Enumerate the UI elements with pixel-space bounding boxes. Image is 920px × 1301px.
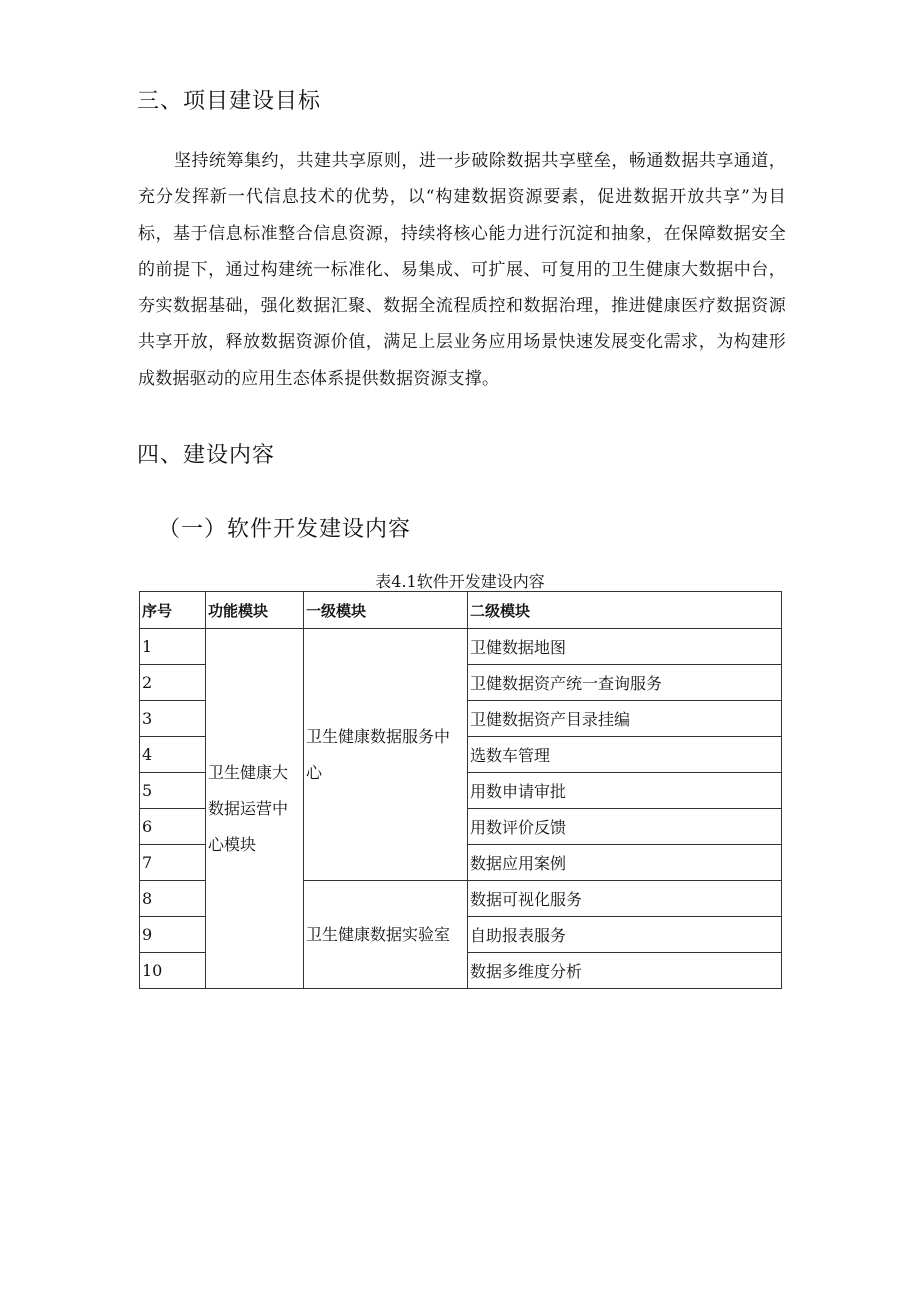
project-goal-paragraph: 坚持统筹集约，共建共享原则，进一步破除数据共享壁垒，畅通数据共享通道，充分发挥新一代信息技术的优势，以“构建数据资源要素，促进数据开放共享”为目标，基于信息标准整合信息资源，持续将核心能力进行沉淀和抽象，在保障数据安全的前提下，通过构建统一标准化、易集成、可扩展、可复用的卫生健康大数据中台，夯实数据基础，强化数据汇聚、数据全流程质控和数据治理，推进健康医疗数据资源共享开放，释放数据资源价值，满足上层业务应用场景快速发展变化需求，为构建形成数据驱动的应用生态体系提供数据资源支撑。 <box>138 151 786 389</box>
level2-cell: 用数评价反馈 <box>468 809 782 845</box>
row-number: 2 <box>140 665 206 701</box>
row-number: 1 <box>140 629 206 665</box>
row-number: 7 <box>140 845 206 881</box>
level2-cell: 选数车管理 <box>468 737 782 773</box>
level2-cell: 卫健数据资产统一查询服务 <box>468 665 782 701</box>
table-header-row <box>140 592 782 629</box>
level2-cell: 卫健数据地图 <box>468 629 782 665</box>
header-function-module: 功能模块 <box>206 592 304 629</box>
level1-cell-service-center: 卫生健康数据服务中心 <box>304 629 468 881</box>
header-level1: 一级模块 <box>304 592 468 629</box>
row-number: 6 <box>140 809 206 845</box>
row-number: 5 <box>140 773 206 809</box>
row-number: 9 <box>140 917 206 953</box>
level2-cell: 自助报表服务 <box>468 917 782 953</box>
table-caption: 表4.1软件开发建设内容 <box>375 572 545 591</box>
row-number: 3 <box>140 701 206 737</box>
subsection-heading: （一）软件开发建设内容 <box>158 517 412 542</box>
table-row <box>140 629 782 665</box>
level1-cell-laboratory: 卫生健康数据实验室 <box>304 881 468 989</box>
level2-cell: 数据多维度分析 <box>468 953 782 989</box>
level2-cell: 数据应用案例 <box>468 845 782 881</box>
row-number: 10 <box>140 953 206 989</box>
row-number: 8 <box>140 881 206 917</box>
section-4-heading: 四、建设内容 <box>137 443 276 468</box>
row-number: 4 <box>140 737 206 773</box>
function-module-cell: 卫生健康大数据运营中心模块 <box>206 629 304 989</box>
header-no: 序号 <box>140 592 206 629</box>
level2-cell: 用数申请审批 <box>468 773 782 809</box>
level2-cell: 数据可视化服务 <box>468 881 782 917</box>
header-level2: 二级模块 <box>468 592 782 629</box>
section-3-heading: 三、项目建设目标 <box>137 89 322 114</box>
level2-cell: 卫健数据资产目录挂编 <box>468 701 782 737</box>
software-content-table <box>139 591 782 989</box>
